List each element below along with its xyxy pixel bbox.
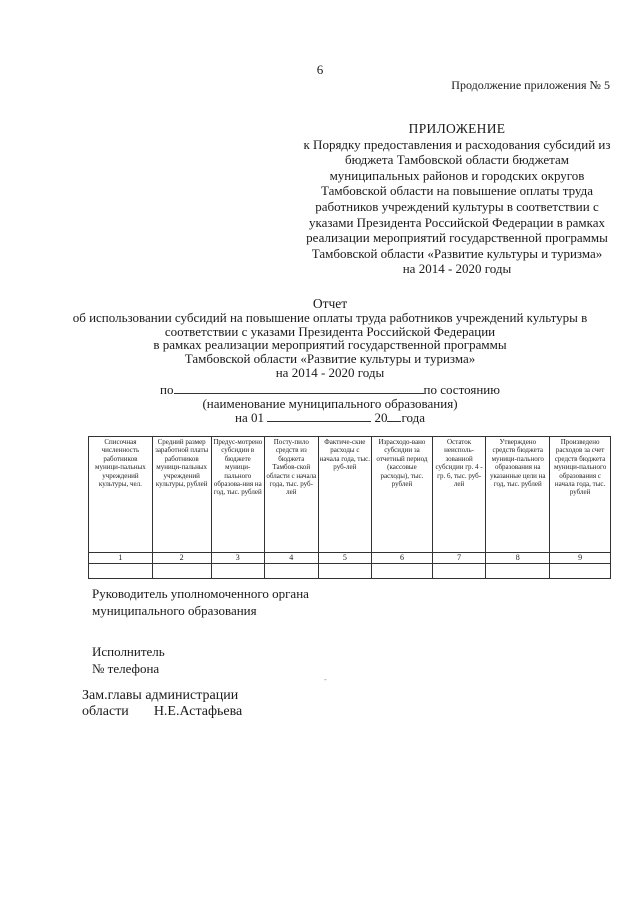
deputy-name-line [82, 704, 242, 720]
data-cell [265, 564, 319, 579]
by-suffix: по состоянию [423, 381, 500, 397]
column-header: Утверждено средств бюджета муници-пального образования на указанные цели на год, тыс. рублей [486, 437, 550, 553]
deputy-signature-block [82, 688, 242, 719]
year-blank [387, 410, 401, 422]
appendix-line: Тамбовской области на повышение оплаты труда [321, 183, 593, 199]
column-header: Посту-пило средств из бюджета Тамбов-ской области с начала года, тыс. руб-лей [265, 437, 319, 553]
appendix-line: на 2014 - 2020 годы [402, 261, 512, 277]
executor-block [92, 644, 165, 677]
column-header: Списочная численность работников муници-пальных учреждений культуры, чел. [89, 437, 153, 553]
column-number: 7 [432, 553, 486, 564]
appendix-line: реализации мероприятий государственной программы [306, 230, 608, 246]
data-cell [372, 564, 433, 579]
date-fill-line [70, 410, 590, 425]
data-cell [318, 564, 372, 579]
head-signature-block [92, 586, 309, 619]
municipality-blank [174, 382, 424, 394]
column-number: 9 [550, 553, 611, 564]
appendix-line: к Порядку предоставления и расходования субсидий из [303, 136, 611, 152]
column-header: Остаток неисполь-зованной субсидии гр. 4 - гр. 6, тыс. руб-лей [432, 437, 486, 553]
date-mid: 20 [374, 410, 388, 426]
table-header-row [89, 437, 611, 553]
column-number: 1 [89, 553, 153, 564]
data-cell [89, 564, 153, 579]
column-header: Израсходо-вано субсидии за отчетный период (кассовые расходы), тыс. рублей [372, 437, 433, 553]
column-header: Произведено расходов за счет средств бюджета муници-пального образования с начала года, тыс. рублей [550, 437, 611, 553]
column-number: 2 [152, 553, 211, 564]
appendix-line: работников учреждений культуры в соответствии с [315, 198, 599, 214]
appendix-line: указами Президента Российской Федерации в рамках [308, 214, 606, 230]
column-number: 6 [372, 553, 433, 564]
executor-label: Исполнитель [92, 644, 165, 659]
data-cell [486, 564, 550, 579]
report-line: об использовании субсидий на повышение оплаты труда работников учреждений культуры в [72, 309, 588, 325]
appendix-block [296, 121, 618, 277]
data-cell [211, 564, 265, 579]
stray-mark: - [324, 675, 327, 684]
data-cell [432, 564, 486, 579]
data-cell [152, 564, 211, 579]
page-number: 6 [316, 62, 324, 77]
column-number: 5 [318, 553, 372, 564]
appendix-title: ПРИЛОЖЕНИЕ [408, 121, 506, 136]
report-table [88, 436, 611, 579]
report-line: соответствии с указами Президента Российской Федерации [164, 323, 496, 339]
report-line: на 2014 - 2020 годы [275, 364, 385, 380]
column-header: Средний размер заработной платы работников муници-пальных учреждений культуры, рублей [152, 437, 211, 553]
date-prefix: на 01 [234, 410, 264, 426]
appendix-line: Тамбовской области «Развитие культуры и туризма» [311, 245, 603, 261]
head-title-line2: муниципального образования [92, 602, 257, 618]
table-data-row [89, 564, 611, 579]
column-number: 4 [265, 553, 319, 564]
column-number: 8 [486, 553, 550, 564]
column-number-row [89, 553, 611, 564]
column-number: 3 [211, 553, 265, 564]
column-header: Предус-мотрено субсидии в бюджете муници-пального образова-ния на год, тыс. рублей [211, 437, 265, 553]
continuation-note: Продолжение приложения № 5 [451, 78, 610, 92]
municipality-fill-line [70, 382, 590, 397]
head-title-line1: Руководитель уполномоченного органа [92, 586, 309, 601]
report-block [70, 297, 590, 425]
appendix-line: муниципальных районов и городских округов [329, 167, 585, 183]
by-prefix: по [160, 381, 174, 397]
report-title: Отчет [312, 296, 348, 311]
report-line: в рамках реализации мероприятий государственной программы [153, 337, 507, 353]
deputy-title: Зам.главы администрации [82, 688, 239, 703]
data-cell [550, 564, 611, 579]
appendix-line: бюджета Тамбовской области бюджетам [344, 152, 570, 168]
deputy-name: Н.Е.Астафьева [153, 703, 243, 719]
phone-label: № телефона [92, 660, 160, 676]
date-suffix: года [401, 410, 425, 426]
deputy-region: области [82, 703, 129, 719]
date-blank [267, 410, 371, 422]
column-header: Фактиче-ские расходы с начала года, тыс. руб-лей [318, 437, 372, 553]
report-line: Тамбовской области «Развитие культуры и туризма» [184, 351, 476, 367]
municipality-hint: (наименование муниципального образования) [202, 395, 458, 411]
